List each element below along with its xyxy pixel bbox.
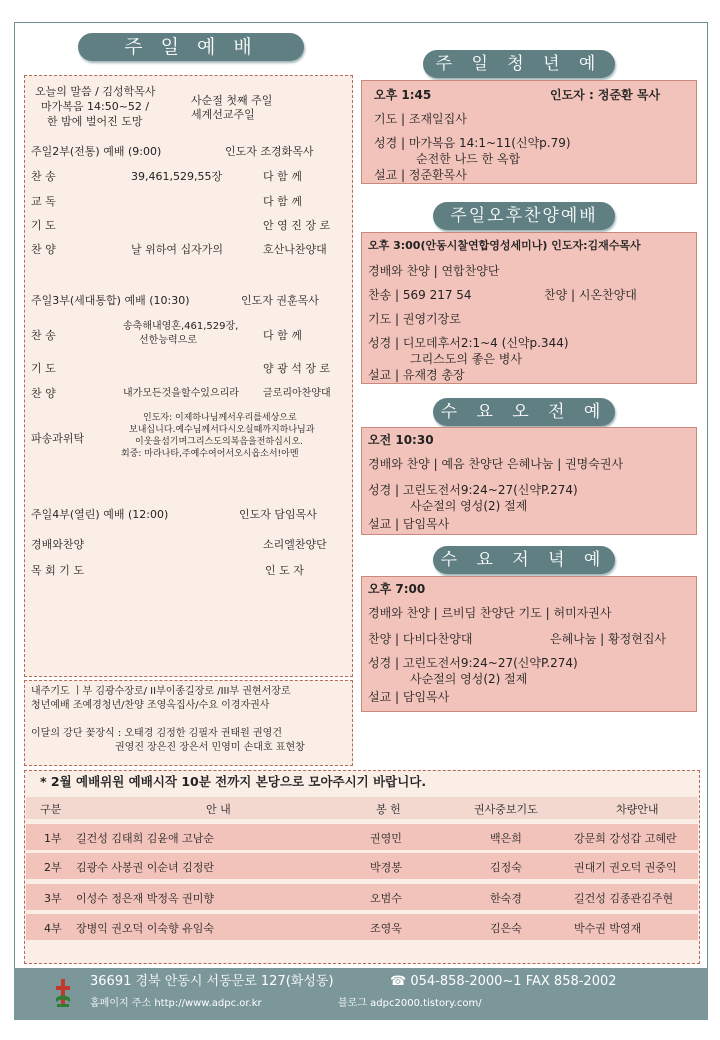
cell-part: 3부 — [44, 892, 62, 905]
cell-usher: 이성수 정은재 박정옥 권미향 — [76, 892, 215, 905]
cell-vehicle: 길건성 김종관김주현 — [574, 892, 674, 905]
service3-hymn-value: 선한능력으로 — [139, 335, 197, 346]
notice-box — [24, 680, 353, 766]
cell-prayer: 김정숙 — [490, 861, 522, 874]
service3-praise-key: 찬 양 — [31, 387, 56, 400]
wed-evening-scripture: 성경 | 고린도전서9:24~27(신약P.274) — [368, 656, 578, 670]
youth-leader: 인도자 : 정준환 목사 — [550, 88, 661, 102]
afternoon-heading: 오후 3:00(안동시찰연합영성세미나) 인도자:김재수목사 — [368, 239, 641, 252]
youth-time: 오후 1:45 — [374, 88, 432, 102]
wed-evening-sermon: 설교 | 담임목사 — [368, 690, 450, 704]
afternoon-prayer: 기도 | 권영기장로 — [368, 312, 461, 326]
service4-leader: 인도자 담임목사 — [239, 508, 317, 521]
header-cell: 권사중보기도 — [474, 803, 538, 816]
youth-scripture-title: 순전한 나드 한 옥합 — [416, 152, 521, 166]
header-cell: 구분 — [40, 803, 62, 816]
committee-table-header — [26, 797, 698, 819]
afternoon-scripture-title: 그리스도의 좋은 병사 — [410, 352, 522, 366]
afternoon-hymn: 찬송 | 569 217 54 — [368, 288, 472, 302]
wed-evening-title: 수 요 저 녁 예 — [433, 546, 615, 574]
cell-offering: 오범수 — [370, 892, 402, 905]
wed-evening-scripture-title: 사순절의 영성(2) 절제 — [410, 672, 528, 686]
table-row — [26, 884, 698, 910]
church-cross-icon — [54, 978, 72, 1008]
notice-line: 권영진 장은진 장은서 민영미 손대호 표현창 — [115, 742, 305, 753]
wed-morning-title: 수 요 오 전 예 — [433, 398, 615, 426]
cell-part: 1부 — [44, 832, 62, 845]
service4-praise-role: 소리엘찬양단 — [263, 538, 327, 551]
afternoon-scripture: 성경 | 디모데후서2:1~4 (신약p.344) — [368, 336, 569, 350]
service3-mission-key: 파송과위탁 — [31, 432, 85, 445]
service3-hymn-value: 송축해내영혼,461,529장, — [123, 321, 239, 332]
footer-homepage[interactable]: 홈페이지 주소 http://www.adpc.or.kr — [90, 998, 262, 1009]
cell-part: 2부 — [44, 861, 62, 874]
cell-part: 4부 — [44, 922, 62, 935]
service3-praise-role: 글로리아찬양대 — [263, 388, 331, 399]
wed-morning-box — [361, 427, 697, 535]
wed-morning-time: 오전 10:30 — [368, 433, 434, 447]
service3-mission-text: 보내십니다.예수님께서다시오실때까지하나님과 — [129, 425, 315, 435]
table-row — [26, 824, 698, 850]
youth-sermon: 설교 | 정준환목사 — [374, 168, 467, 182]
cell-vehicle: 박수권 박영재 — [574, 922, 642, 935]
committee-title: * 2월 예배위원 예배시작 10분 전까지 본당으로 모아주시기 바랍니다. — [40, 774, 427, 789]
wed-evening-box — [361, 576, 697, 712]
afternoon-praise: 경배와 찬양 | 연합찬양단 — [368, 264, 500, 278]
service3-hymn-key: 찬 송 — [31, 329, 56, 342]
youth-worship-box — [361, 80, 697, 184]
wed-evening-share: 은혜나눔 | 황정현집사 — [550, 632, 667, 646]
service4-praise-key: 경배와찬양 — [31, 538, 85, 551]
cell-usher: 장병익 권오덕 이숙향 유임숙 — [76, 922, 215, 935]
cell-prayer: 한숙경 — [490, 892, 522, 905]
sermon-ref: 마가복음 14:50~52 / — [41, 100, 150, 113]
cell-offering: 조영욱 — [370, 922, 402, 935]
wed-morning-praise: 경배와 찬양 | 예음 찬양단 은혜나눔 | 권명숙권사 — [368, 457, 624, 471]
header-cell: 안 내 — [206, 803, 231, 816]
service3-prayer-key: 기 도 — [31, 362, 56, 375]
table-row — [26, 914, 698, 940]
service3-prayer-role: 양 광 석 장 로 — [263, 362, 331, 375]
wed-morning-scripture-title: 사순절의 영성(2) 절제 — [410, 499, 528, 513]
cell-usher: 길건성 김태희 김윤애 고남순 — [76, 832, 215, 845]
cell-vehicle: 권대기 권오덕 권중익 — [574, 861, 677, 874]
service3-heading: 주일3부(세대통합) 예배 (10:30) — [31, 294, 190, 307]
service3-leader: 인도자 권훈목사 — [241, 294, 319, 307]
sunday-worship-box — [24, 75, 353, 677]
cell-offering: 권영민 — [370, 832, 402, 845]
sermon-title: 한 밤에 벌어진 도망 — [47, 115, 143, 128]
sunday-worship-title: 주 일 예 배 — [78, 33, 304, 61]
service2-heading: 주일2부(전통) 예배 (9:00) — [31, 145, 162, 158]
service4-prayer-key: 목 회 기 도 — [31, 564, 84, 577]
youth-prayer: 기도 | 조재일집사 — [374, 112, 467, 126]
service2-row-value: 날 위하여 십자가의 — [131, 243, 224, 256]
footer-blog[interactable]: 블로그 adpc2000.tistory.com/ — [338, 998, 482, 1009]
service3-hymn-role: 다 함 께 — [263, 329, 302, 342]
service2-row-role: 호산나찬양대 — [263, 243, 327, 256]
cell-vehicle: 강문희 강성갑 고혜란 — [574, 832, 677, 845]
service2-row-key: 교 독 — [31, 195, 56, 208]
youth-worship-title: 주 일 청 년 예 — [423, 50, 615, 78]
sunday-note-2: 세계선교주일 — [191, 108, 255, 121]
service4-prayer-role: 인 도 자 — [265, 564, 304, 577]
afternoon-choir: 찬양 | 시온찬양대 — [544, 288, 637, 302]
service2-row-key: 찬 송 — [31, 170, 56, 183]
service2-leader: 인도자 조경화목사 — [225, 145, 314, 158]
wed-evening-choir: 찬양 | 다비다찬양대 — [368, 632, 473, 646]
service2-row-value: 39,461,529,55장 — [131, 170, 223, 183]
sermon-label: 오늘의 말씀 / 김성학목사 — [35, 85, 156, 98]
afternoon-sermon: 설교 | 유재경 총장 — [368, 368, 465, 382]
cell-usher: 김광수 사봉권 이순녀 김정란 — [76, 861, 215, 874]
notice-line: 내주기도 ㅣ부 김광수장로/ II부이종길장로 /III부 권현서장로 — [31, 686, 291, 697]
cell-offering: 박경봉 — [370, 861, 402, 874]
service2-row-key: 찬 양 — [31, 243, 56, 256]
afternoon-worship-title: 주일오후찬양예배 — [433, 202, 615, 230]
footer-bar — [14, 968, 708, 1020]
service3-praise-value: 내가모든것을할수있으리라 — [123, 388, 239, 399]
wed-morning-scripture: 성경 | 고린도전서9:24~27(신약P.274) — [368, 483, 578, 497]
wed-morning-sermon: 설교 | 담임목사 — [368, 517, 450, 531]
footer-address: 36691 경북 안동시 서동문로 127(화성동) — [90, 974, 334, 989]
service3-mission-text: 회중: 마라나타,주예수여어서오시옵소서!아멘 — [121, 449, 299, 459]
header-cell: 차량안내 — [616, 803, 659, 816]
table-row — [26, 853, 698, 879]
service2-row-role: 다 함 께 — [263, 170, 302, 183]
wed-evening-time: 오후 7:00 — [368, 582, 426, 596]
service3-mission-text: 이웃을섬기며그리스도의복음을전하십시오. — [135, 437, 304, 447]
afternoon-worship-box — [361, 232, 697, 384]
notice-line: 이달의 강단 꽃장식 : 오태경 김정한 김필자 권태원 권영건 — [31, 728, 282, 739]
service2-row-key: 기 도 — [31, 219, 56, 232]
cell-prayer: 백은희 — [490, 832, 522, 845]
service2-row-role: 다 함 께 — [263, 195, 302, 208]
header-cell: 봉 헌 — [376, 803, 401, 816]
sunday-note-1: 사순절 첫째 주일 — [191, 94, 273, 107]
youth-scripture: 성경 | 마가복음 14:1~11(신약p.79) — [374, 136, 571, 150]
service4-heading: 주일4부(열린) 예배 (12:00) — [31, 508, 169, 521]
cell-prayer: 김은숙 — [490, 922, 522, 935]
service3-mission-text: 인도자: 이제하나님께서우리를세상으로 — [143, 413, 297, 423]
footer-phone: ☎ 054-858-2000~1 FAX 858-2002 — [390, 974, 617, 989]
wed-evening-praise: 경배와 찬양 | 르비딤 찬양단 기도 | 허미자권사 — [368, 606, 612, 620]
service2-row-role: 안 영 진 장 로 — [263, 219, 331, 232]
notice-line: 청년예배 조예경청년/찬양 조영옥집사/수요 이경자권사 — [31, 700, 270, 711]
